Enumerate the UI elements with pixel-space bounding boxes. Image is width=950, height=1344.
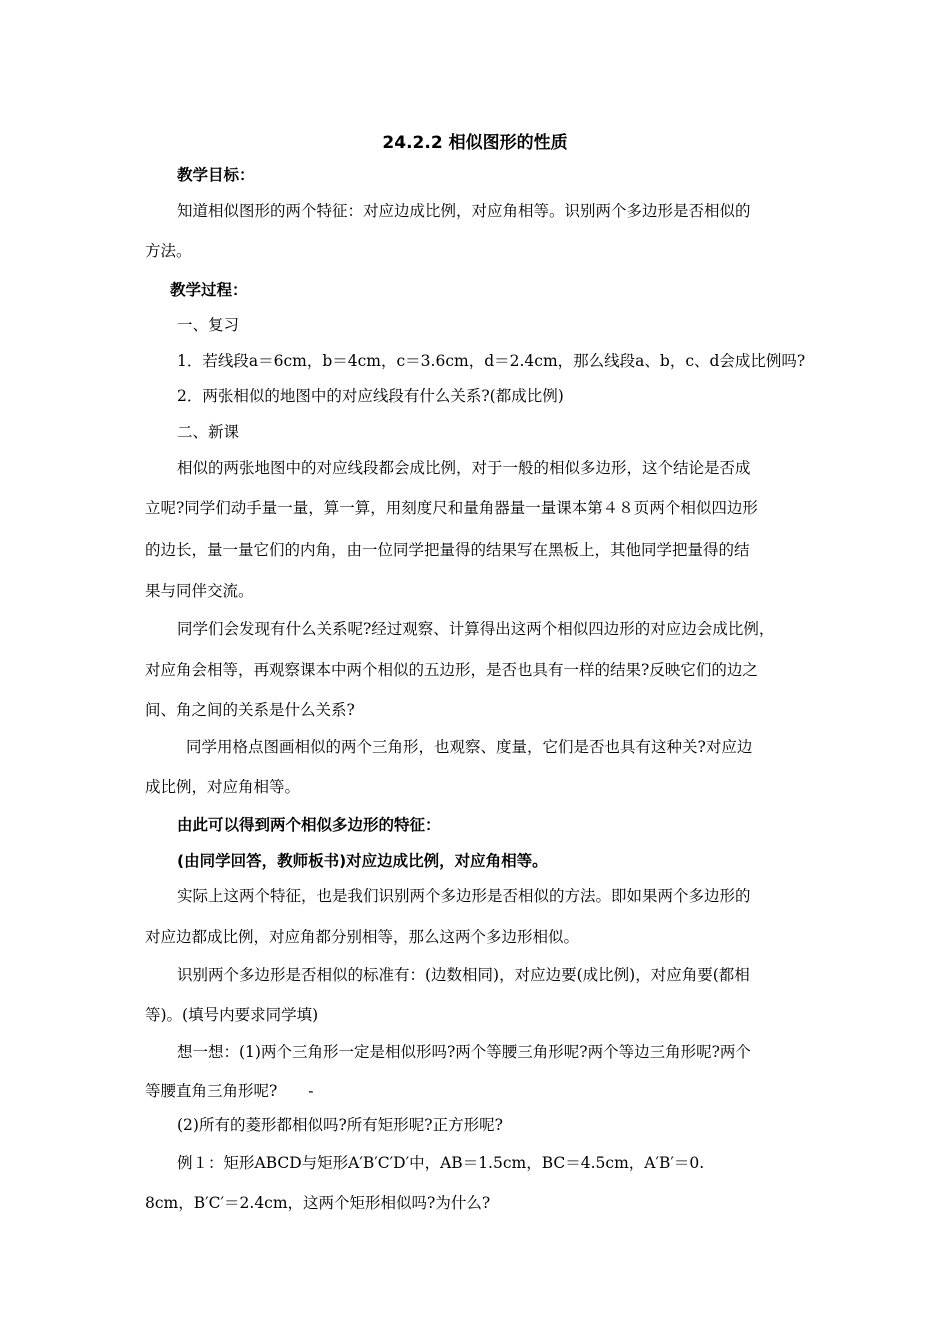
paragraph-line: 间、角之间的关系是什么关系?	[145, 701, 355, 719]
bold-statement: 由此可以得到两个相似多边形的特征：	[177, 816, 441, 834]
paragraph-line: 果与同伴交流。	[145, 582, 254, 600]
bold-statement: (由同学回答，教师板书)对应边成比例，对应角相等。	[177, 852, 548, 870]
question-1: 1．若线段a＝6cm，b＝4cm，c＝3.6cm，d＝2.4cm，那么线段a、b，c、d会成比例吗?	[177, 352, 806, 370]
paragraph-line: 方法。	[145, 242, 192, 260]
example-1: 例１：矩形ABCD与矩形A′B′C′D′中，AB＝1.5cm，BC＝4.5cm，A′B′＝0.	[177, 1154, 705, 1172]
paragraph-line: (2)所有的菱形都相似吗?所有矩形呢?正方形呢?	[177, 1116, 503, 1134]
paragraph-line: 想一想：(1)两个三角形一定是相似形吗?两个等腰三角形呢?两个等边三角形呢?两个	[177, 1043, 751, 1061]
paragraph-line: 识别两个多边形是否相似的标准有：(边数相同)，对应边要(成比例)，对应角要(都相	[177, 966, 750, 984]
subsection-review: 一、复习	[177, 316, 240, 334]
example-1-continued: 8cm，B′C′＝2.4cm，这两个矩形相似吗?为什么?	[145, 1194, 491, 1212]
paragraph-line: 知道相似图形的两个特征：对应边成比例，对应角相等。识别两个多边形是否相似的	[177, 202, 751, 220]
paragraph-line: 实际上这两个特征，也是我们识别两个多边形是否相似的方法。即如果两个多边形的	[177, 887, 751, 905]
paragraph-line: 等腰直角三角形呢? -	[145, 1082, 314, 1100]
subsection-new-lesson: 二、新课	[177, 423, 240, 441]
paragraph-line: 对应角会相等，再观察课本中两个相似的五边形，是否也具有一样的结果?反映它们的边之	[145, 661, 758, 679]
paragraph-line: 对应边都成比例，对应角都分别相等，那么这两个多边形相似。	[145, 928, 580, 946]
section-heading-process: 教学过程：	[170, 281, 248, 299]
document-title: 24.2.2 相似图形的性质	[382, 133, 568, 153]
paragraph-line: 立呢?同学们动手量一量，算一算，用刻度尺和量角器量一量课本第４８页两个相似四边形	[145, 499, 758, 517]
section-heading-goals: 教学目标：	[177, 166, 255, 184]
paragraph-line: 同学用格点图画相似的两个三角形，也观察、度量，它们是否也具有这种关?对应边	[186, 738, 753, 756]
paragraph-line: 相似的两张地图中的对应线段都会成比例，对于一般的相似多边形，这个结论是否成	[177, 459, 751, 477]
question-2: 2．两张相似的地图中的对应线段有什么关系?(都成比例)	[177, 387, 564, 405]
paragraph-line: 同学们会发现有什么关系呢?经过观察、计算得出这两个相似四边形的对应边会成比例，	[177, 620, 775, 638]
paragraph-line: 成比例，对应角相等。	[145, 778, 301, 796]
paragraph-line: 等)。(填号内要求同学填)	[145, 1006, 319, 1024]
paragraph-line: 的边长，量一量它们的内角，由一位同学把量得的结果写在黑板上，其他同学把量得的结	[145, 541, 750, 559]
